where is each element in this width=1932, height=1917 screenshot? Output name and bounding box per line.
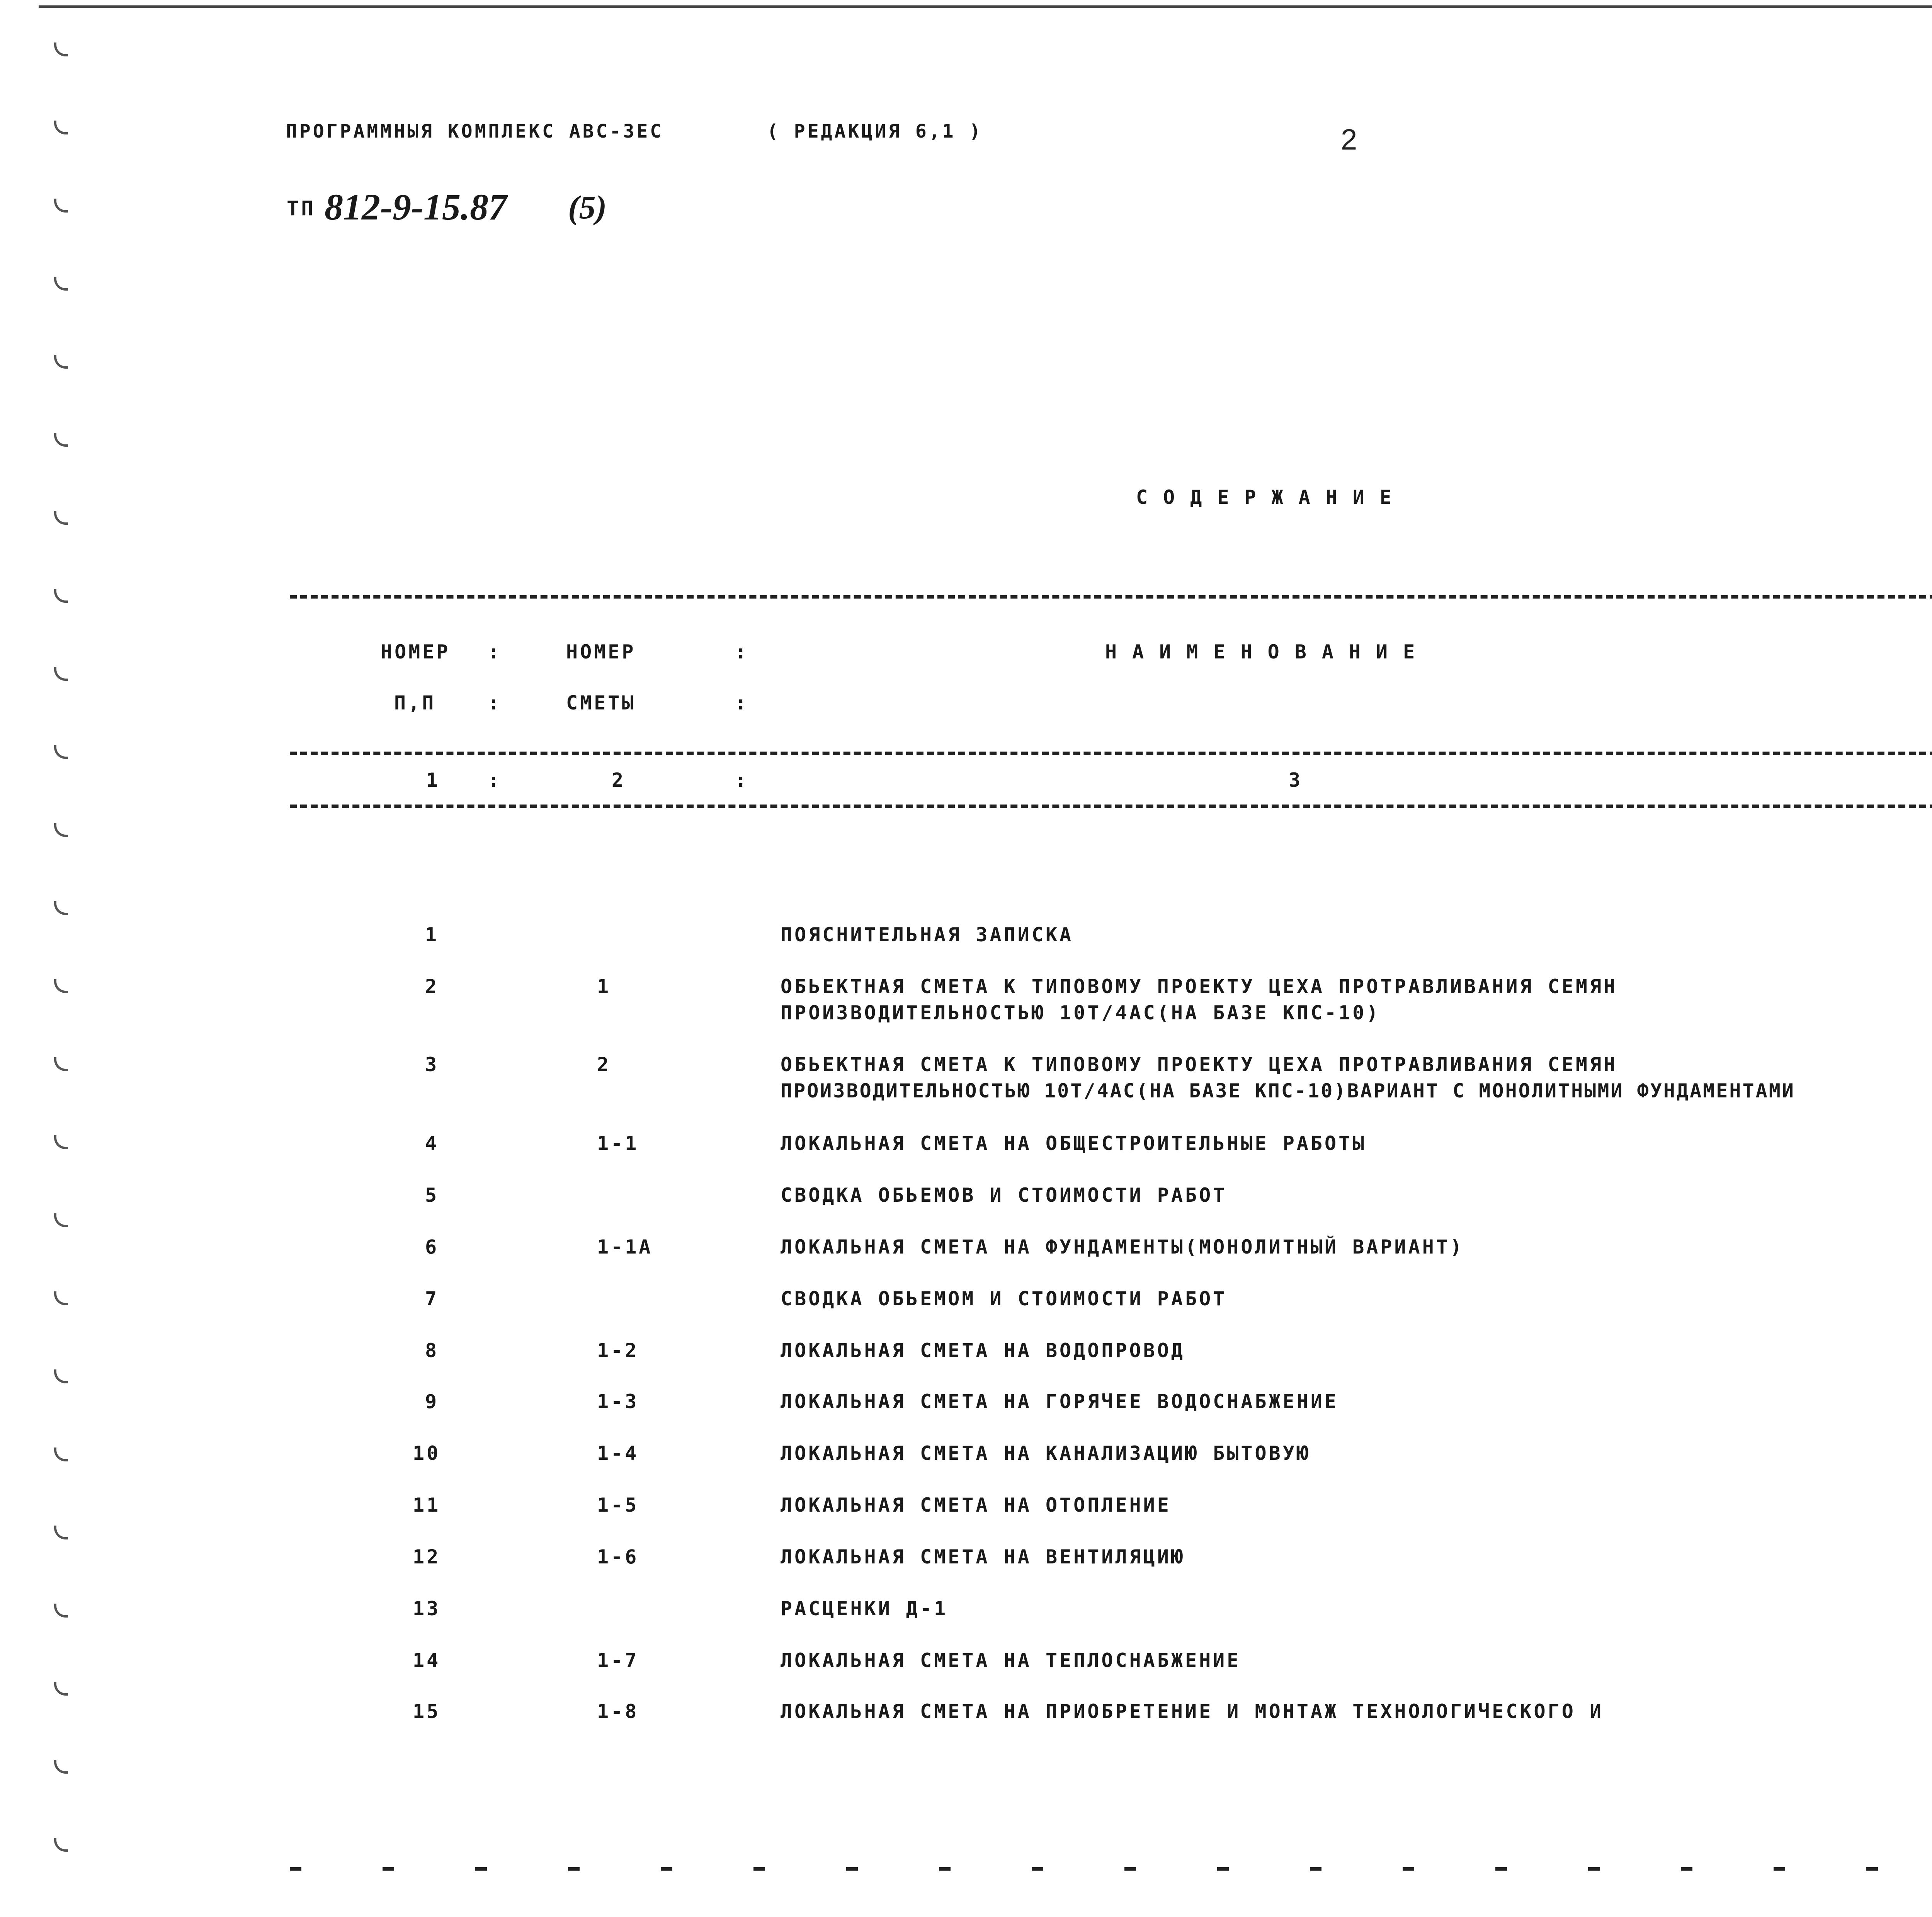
row-title: ОБЬЕКТНАЯ СМЕТА К ТИПОВОМУ ПРОЕКТУ ЦЕХА ПРОТРАВЛИВАНИЯ СЕМЯН xyxy=(781,975,1618,998)
tear-dash xyxy=(383,1867,394,1871)
col-separator: : xyxy=(735,769,749,791)
page-number: 2 xyxy=(1341,123,1357,156)
header-middle-rule xyxy=(290,752,1932,755)
perforation-mark xyxy=(54,1838,68,1852)
perforation-mark xyxy=(54,589,68,603)
tear-dash xyxy=(1403,1867,1414,1871)
row-title: ЛОКАЛЬНАЯ СМЕТА НА ГОРЯЧЕЕ ВОДОСНАБЖЕНИЕ xyxy=(781,1390,1339,1413)
col1-index: 1 xyxy=(426,769,440,791)
col-separator: : xyxy=(735,641,749,663)
row-estimate-code: 1-1 xyxy=(597,1132,639,1155)
row-number: 6 xyxy=(425,1236,439,1258)
row-number: 12 xyxy=(413,1546,441,1568)
row-title: ЛОКАЛЬНАЯ СМЕТА НА ВОДОПРОВОД xyxy=(781,1339,1185,1362)
tear-dash xyxy=(1124,1867,1136,1871)
tear-dash xyxy=(661,1867,672,1871)
col2-subheading: СМЕТЫ xyxy=(566,692,636,714)
row-title: ЛОКАЛЬНАЯ СМЕТА НА ТЕПЛОСНАБЖЕНИЕ xyxy=(781,1649,1241,1672)
row-number: 8 xyxy=(425,1339,439,1362)
header-bottom-rule xyxy=(290,805,1932,808)
tear-dash xyxy=(753,1867,765,1871)
row-title: РАСЦЕНКИ Д-1 xyxy=(781,1597,948,1620)
row-title: ЛОКАЛЬНАЯ СМЕТА НА ПРИОБРЕТЕНИЕ И МОНТАЖ ТЕХНОЛОГИЧЕСКОГО И xyxy=(781,1700,1604,1723)
col2-index: 2 xyxy=(612,769,626,791)
row-number: 9 xyxy=(425,1390,439,1413)
tear-dash xyxy=(1588,1867,1600,1871)
perforation-mark xyxy=(54,745,68,759)
row-number: 13 xyxy=(413,1597,441,1620)
perforation-mark xyxy=(54,667,68,681)
row-title: ОБЬЕКТНАЯ СМЕТА К ТИПОВОМУ ПРОЕКТУ ЦЕХА ПРОТРАВЛИВАНИЯ СЕМЯН xyxy=(781,1053,1618,1076)
row-number: 11 xyxy=(413,1494,441,1516)
row-number: 10 xyxy=(413,1442,441,1465)
col-separator: : xyxy=(488,769,502,791)
row-estimate-code: 1 xyxy=(597,975,611,998)
row-estimate-code: 1-3 xyxy=(597,1390,639,1413)
tear-dash xyxy=(1866,1867,1878,1871)
tear-dash xyxy=(1310,1867,1321,1871)
row-title: СВОДКА ОБЬЕМОМ И СТОИМОСТИ РАБОТ xyxy=(781,1288,1227,1310)
row-estimate-code: 1-1А xyxy=(597,1236,653,1258)
header-top-rule xyxy=(290,595,1932,599)
row-estimate-code: 1-5 xyxy=(597,1494,639,1516)
tear-dash xyxy=(1217,1867,1229,1871)
tear-dash xyxy=(1032,1867,1043,1871)
col1-subheading: П,П xyxy=(394,692,436,714)
tp-volume: (5) xyxy=(568,189,607,226)
row-number: 4 xyxy=(425,1132,439,1155)
edition-label: ( РЕДАКЦИЯ 6,1 ) xyxy=(767,121,983,142)
perforation-mark xyxy=(54,433,68,447)
row-title: ЛОКАЛЬНАЯ СМЕТА НА КАНАЛИЗАЦИЮ БЫТОВУЮ xyxy=(781,1442,1311,1465)
page-title: СОДЕРЖАНИЕ xyxy=(1136,486,1407,509)
perforation-mark xyxy=(54,1291,68,1305)
row-estimate-code: 1-4 xyxy=(597,1442,639,1465)
tear-dash xyxy=(1774,1867,1785,1871)
perforation-mark xyxy=(54,1448,68,1461)
row-title: ЛОКАЛЬНАЯ СМЕТА НА ФУНДАМЕНТЫ(МОНОЛИТНЫЙ ВАРИАНТ) xyxy=(781,1236,1464,1258)
perforation-mark xyxy=(54,901,68,915)
col-separator: : xyxy=(488,692,502,714)
row-number: 5 xyxy=(425,1184,439,1206)
tear-dash xyxy=(290,1867,301,1871)
tp-number: 812-9-15.87 xyxy=(325,186,507,228)
row-title-continued: ПРОИЗВОДИТЕЛЬНОСТЬЮ 10Т/4АС(НА БАЗЕ КПС-10)ВАРИАНТ С МОНОЛИТНЫМИ ФУНДАМЕНТАМИ xyxy=(781,1080,1795,1102)
row-estimate-code: 2 xyxy=(597,1053,611,1076)
perforation-mark xyxy=(54,979,68,993)
col-separator: : xyxy=(735,692,749,714)
row-title: ПОЯСНИТЕЛЬНАЯ ЗАПИСКА xyxy=(781,924,1074,946)
col1-heading: НОМЕР xyxy=(381,641,451,663)
col3-heading: НАИМЕНОВАНИЕ xyxy=(1105,641,1430,663)
col3-index: 3 xyxy=(1289,769,1303,791)
row-estimate-code: 1-2 xyxy=(597,1339,639,1362)
tear-dash xyxy=(568,1867,580,1871)
row-title: СВОДКА ОБЬЕМОВ И СТОИМОСТИ РАБОТ xyxy=(781,1184,1227,1206)
tear-dash xyxy=(475,1867,487,1871)
perforation-mark xyxy=(54,1135,68,1149)
perforation-mark xyxy=(54,43,68,56)
row-title-continued: ПРОИЗВОДИТЕЛЬНОСТЬЮ 10Т/4АС(НА БАЗЕ КПС-10) xyxy=(781,1002,1381,1024)
row-number: 7 xyxy=(425,1288,439,1310)
tear-dash xyxy=(939,1867,951,1871)
perforation-mark xyxy=(54,277,68,291)
program-name: ПРОГРАММНЫЯ КОМПЛЕКС АВС-3ЕС xyxy=(286,121,664,142)
col-separator: : xyxy=(488,641,502,663)
perforation-mark xyxy=(54,1760,68,1774)
row-estimate-code: 1-8 xyxy=(597,1700,639,1723)
tear-dash xyxy=(846,1867,858,1871)
perforation-mark xyxy=(54,1369,68,1383)
col2-heading: НОМЕР xyxy=(566,641,636,663)
perforation-mark xyxy=(54,1213,68,1227)
perforation-mark xyxy=(54,355,68,369)
row-estimate-code: 1-7 xyxy=(597,1649,639,1672)
tear-dash xyxy=(1681,1867,1692,1871)
perforation-mark xyxy=(54,823,68,837)
tp-prefix: ТП xyxy=(287,197,316,220)
row-number: 1 xyxy=(425,924,439,946)
perforation-mark xyxy=(54,121,68,134)
perforation-mark xyxy=(54,1604,68,1618)
row-title: ЛОКАЛЬНАЯ СМЕТА НА ОБЩЕСТРОИТЕЛЬНЫЕ РАБОТЫ xyxy=(781,1132,1367,1155)
perforation-mark xyxy=(54,1526,68,1539)
perforation-mark xyxy=(54,511,68,525)
row-estimate-code: 1-6 xyxy=(597,1546,639,1568)
row-number: 3 xyxy=(425,1053,439,1076)
row-number: 14 xyxy=(413,1649,441,1672)
row-number: 2 xyxy=(425,975,439,998)
perforation-mark xyxy=(54,1057,68,1071)
row-title: ЛОКАЛЬНАЯ СМЕТА НА ВЕНТИЛЯЦИЮ xyxy=(781,1546,1185,1568)
perforation-mark xyxy=(54,199,68,213)
tear-dash xyxy=(1495,1867,1507,1871)
row-number: 15 xyxy=(413,1700,441,1723)
perforation-mark xyxy=(54,1682,68,1696)
row-title: ЛОКАЛЬНАЯ СМЕТА НА ОТОПЛЕНИЕ xyxy=(781,1494,1171,1516)
top-rule xyxy=(39,5,1932,8)
